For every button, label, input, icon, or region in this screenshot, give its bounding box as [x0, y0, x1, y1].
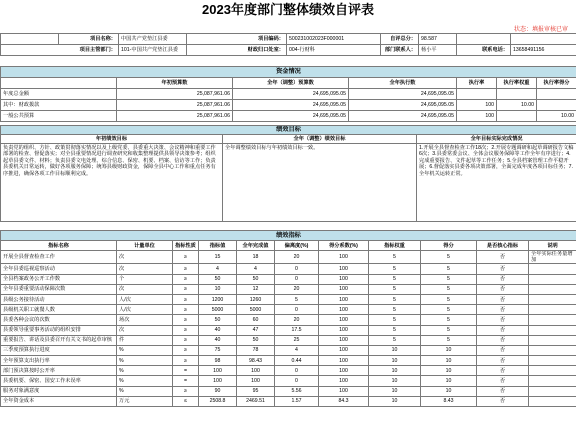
indicator-nature-cell: ≥	[173, 274, 199, 284]
indicator-name-cell: 部门预决算按时公开率	[1, 366, 117, 376]
indicator-weight-cell: 5	[369, 305, 421, 315]
table-row	[1, 376, 576, 386]
indicator-unit-cell: 件	[117, 335, 173, 345]
finance-dept-label: 财政归口处室：	[187, 45, 287, 56]
indicator-name-cell: 县委机要、保密、国安工作未误率	[1, 376, 117, 386]
indicator-weight-cell: 5	[369, 315, 421, 325]
indicator-core-cell: 否	[477, 366, 529, 376]
indicator-core-cell: 否	[477, 325, 529, 335]
indicator-note-cell: 全年实际任务量增加	[529, 251, 576, 264]
indicator-target-cell: 75	[199, 345, 237, 355]
table-row	[1, 305, 576, 315]
indicator-header: 指标权重	[369, 241, 421, 251]
funds-cell: 25,087,961.06	[117, 89, 233, 100]
indicator-dev-cell: 5	[275, 294, 319, 304]
indicator-unit-cell: 个	[117, 274, 173, 284]
table-row	[1, 111, 576, 122]
indicator-weight-cell: 10	[369, 376, 421, 386]
indicator-note-cell	[529, 396, 576, 406]
phone-label: 联系电话：	[457, 45, 511, 56]
indicator-dev-cell: 0.44	[275, 356, 319, 366]
funds-cell: 24,695,095.05	[349, 89, 457, 100]
indicator-target-cell: 15	[199, 251, 237, 264]
phone-value: 13658491156	[511, 45, 576, 56]
indicator-weight-cell: 10	[369, 386, 421, 396]
indicator-weight-cell: 5	[369, 294, 421, 304]
indicator-core-cell: 否	[477, 264, 529, 274]
indicator-actual-cell: 1260	[237, 294, 275, 304]
dept-value: 101-中国共产党垫江县委	[119, 45, 187, 56]
indicator-coef-cell: 100	[319, 325, 369, 335]
indicator-weight-cell: 5	[369, 284, 421, 294]
indicator-core-cell: 否	[477, 315, 529, 325]
indicator-header: 得分	[421, 241, 477, 251]
indicator-core-cell: 否	[477, 305, 529, 315]
table-row	[1, 294, 576, 304]
funds-row-label: 年度总金额	[1, 89, 117, 100]
indicator-weight-cell: 5	[369, 274, 421, 284]
indicator-core-cell: 否	[477, 294, 529, 304]
table-row	[1, 386, 576, 396]
indicator-weight-cell: 5	[369, 251, 421, 264]
table-row	[1, 366, 576, 376]
indicator-note-cell	[529, 335, 576, 345]
finance-dept-value: 004-行财科	[287, 45, 381, 56]
indicator-actual-cell: 50	[237, 335, 275, 345]
initial-goal-text: 负责党的组织、方针、政策贯彻落实情况以及上级党委、县委重大决策、会议精神和重要工作部署的检查、督促落实；对全县重要情况进行调查研究和收集整理提供县领导决策参考；组织起草县委文件、材料；负责县委文电处理、综合信息、保密、机要、档案、信访等工作；负责县委机关日常运转，做好各项服务保障；统筹县级财政资金，保障全县中心工作和重点任务有序推进，确保各项工作目标顺利完成。	[1, 144, 223, 222]
indicator-actual-cell: 50	[237, 274, 275, 284]
indicator-core-cell: 否	[477, 335, 529, 345]
table-row	[1, 274, 576, 284]
indicator-header: 是否核心指标	[477, 241, 529, 251]
project-code-label: 项目编码：	[187, 34, 287, 45]
indicator-coef-cell: 100	[319, 345, 369, 355]
indicator-target-cell: 1200	[199, 294, 237, 304]
indicator-core-cell: 否	[477, 356, 529, 366]
status-badge: 状态：填报审核已审	[513, 27, 568, 33]
indicator-name-cell: 全年资金成本	[1, 396, 117, 406]
indicator-actual-cell: 100	[237, 366, 275, 376]
indicator-name-cell: 全年县委巡视巡察活动	[1, 264, 117, 274]
funds-table	[0, 66, 576, 122]
indicator-score-cell: 10	[421, 386, 477, 396]
table-row	[1, 284, 576, 294]
indicator-weight-cell: 5	[369, 325, 421, 335]
project-name-label: 项目名称：	[59, 34, 119, 45]
project-name-value: 中国共产党垫江县委	[119, 34, 187, 45]
indicator-nature-cell: ≥	[173, 284, 199, 294]
indicator-nature-cell: ≥	[173, 251, 199, 264]
indicator-name-cell: 县级机关职工就餐人数	[1, 305, 117, 315]
indicator-nature-cell: ≥	[173, 386, 199, 396]
actual-goal-text: 1.开展全县督查检查工作18次；2.开展专题调研和起草调研报告文稿6次；3.县委常委会议、全体会议服务保障等工作全年有序进行；4.完成重要报告、文件起草等工作任务；5.全县档案管理工作平稳开展；6.督促落实县委各项决策部署，全面完成年度各项目标任务；7.全年机关运转正常。	[417, 144, 576, 222]
indicator-nature-cell: =	[173, 376, 199, 386]
table-row	[1, 396, 576, 406]
funds-cell: 24,695,095.05	[233, 111, 349, 122]
indicator-dev-cell: 20	[275, 284, 319, 294]
funds-header: 执行率	[457, 78, 497, 89]
indicator-name-cell: 服务对象满意度	[1, 386, 117, 396]
indicator-target-cell: 40	[199, 335, 237, 345]
indicator-nature-cell: ≥	[173, 335, 199, 345]
indicator-header: 指标值	[199, 241, 237, 251]
indicator-target-cell: 50	[199, 315, 237, 325]
indicator-score-cell: 8.43	[421, 396, 477, 406]
indicators-section-title: 绩效指标	[1, 231, 576, 241]
indicator-dev-cell: 0	[275, 366, 319, 376]
indicator-name-cell: 全年县委重要活动保障次数	[1, 284, 117, 294]
project-code-value: 500231002023F000001	[287, 34, 381, 45]
indicator-coef-cell: 100	[319, 335, 369, 345]
funds-cell: 25,087,961.06	[117, 111, 233, 122]
funds-cell	[497, 89, 537, 100]
indicator-actual-cell: 47	[237, 325, 275, 335]
indicator-nature-cell: ≥	[173, 315, 199, 325]
indicator-actual-cell: 78	[237, 345, 275, 355]
table-row	[1, 315, 576, 325]
table-row	[1, 251, 576, 264]
indicator-unit-cell: 次	[117, 284, 173, 294]
indicator-header: 偏离度(%)	[275, 241, 319, 251]
table-row	[1, 264, 576, 274]
indicator-rows	[1, 251, 576, 407]
indicator-score-cell: 10	[421, 356, 477, 366]
indicator-name-cell: 县委领导重要事务活动的组织安排	[1, 325, 117, 335]
funds-section-title: 资金情况	[1, 67, 576, 78]
indicator-name-cell: 全县档案政务公开工作数	[1, 274, 117, 284]
indicator-note-cell	[529, 274, 576, 284]
indicator-note-cell	[529, 366, 576, 376]
contact-label: 部门联系人：	[381, 45, 419, 56]
indicator-actual-cell: 100	[237, 376, 275, 386]
table-row	[1, 345, 576, 355]
indicator-coef-cell: 100	[319, 366, 369, 376]
indicator-unit-cell: 人/次	[117, 305, 173, 315]
indicator-weight-cell: 10	[369, 396, 421, 406]
indicator-dev-cell: 20	[275, 315, 319, 325]
funds-cell: 10.00	[537, 111, 576, 122]
indicator-score-cell: 5	[421, 284, 477, 294]
indicator-unit-cell: 次	[117, 251, 173, 264]
initial-goal-header: 年初绩效目标	[1, 135, 223, 144]
indicator-name-cell: 全年预算支出执行率	[1, 356, 117, 366]
indicator-target-cell: 50	[199, 274, 237, 284]
indicator-coef-cell: 100	[319, 305, 369, 315]
indicator-target-cell: 90	[199, 386, 237, 396]
funds-row-label: 其中：财政拨款	[1, 100, 117, 111]
indicator-unit-cell: %	[117, 386, 173, 396]
funds-cell	[537, 100, 576, 111]
indicator-actual-cell: 95	[237, 386, 275, 396]
indicator-target-cell: 40	[199, 325, 237, 335]
indicator-coef-cell: 100	[319, 315, 369, 325]
funds-cell	[497, 111, 537, 122]
indicator-score-cell: 10	[421, 366, 477, 376]
funds-header: 全年执行数	[349, 78, 457, 89]
indicator-note-cell	[529, 345, 576, 355]
indicator-core-cell: 否	[477, 376, 529, 386]
indicators-table	[0, 230, 576, 407]
indicator-unit-cell: %	[117, 366, 173, 376]
indicator-header: 得分系数(%)	[319, 241, 369, 251]
info-table	[0, 33, 576, 56]
indicator-coef-cell: 100	[319, 284, 369, 294]
indicator-core-cell: 否	[477, 251, 529, 264]
indicator-weight-cell: 10	[369, 366, 421, 376]
goals-section-title: 绩效目标	[1, 126, 576, 135]
indicator-dev-cell: 0	[275, 376, 319, 386]
table-row	[1, 89, 576, 100]
indicator-nature-cell: ≥	[173, 325, 199, 335]
funds-cell: 24,695,095.05	[233, 100, 349, 111]
indicator-nature-cell: ≥	[173, 345, 199, 355]
indicator-coef-cell: 100	[319, 356, 369, 366]
indicator-target-cell: 10	[199, 284, 237, 294]
indicator-unit-cell: 次	[117, 264, 173, 274]
indicator-core-cell: 否	[477, 274, 529, 284]
indicator-dev-cell: 17.5	[275, 325, 319, 335]
indicator-dev-cell: 25	[275, 335, 319, 345]
indicator-score-cell: 5	[421, 305, 477, 315]
indicator-unit-cell: %	[117, 376, 173, 386]
funds-cell: 24,695,095.05	[349, 111, 457, 122]
indicator-nature-cell: ≥	[173, 264, 199, 274]
indicator-nature-cell: ≥	[173, 305, 199, 315]
indicator-dev-cell: 20	[275, 251, 319, 264]
indicator-target-cell: 5000	[199, 305, 237, 315]
funds-header: 执行率得分	[537, 78, 576, 89]
indicator-nature-cell: =	[173, 366, 199, 376]
actual-goal-header: 全年目标实际完成情况	[417, 135, 576, 144]
indicator-dev-cell: 1.57	[275, 396, 319, 406]
indicator-score-cell: 5	[421, 315, 477, 325]
funds-header: 全年（调整）预算数	[233, 78, 349, 89]
indicator-score-cell: 10	[421, 376, 477, 386]
indicator-weight-cell: 10	[369, 345, 421, 355]
indicator-core-cell: 否	[477, 345, 529, 355]
table-row	[1, 335, 576, 345]
table-row	[1, 325, 576, 335]
indicator-core-cell: 否	[477, 284, 529, 294]
indicator-target-cell: 98	[199, 356, 237, 366]
indicator-header: 全年完成值	[237, 241, 275, 251]
contact-value: 杨小平	[419, 45, 457, 56]
table-row	[1, 356, 576, 366]
funds-cell: 10.00	[497, 100, 537, 111]
indicator-weight-cell: 10	[369, 356, 421, 366]
indicator-dev-cell: 4	[275, 345, 319, 355]
adjusted-goal-text: 全年调整绩效目标与年初绩效目标一致。	[223, 144, 417, 222]
indicator-nature-cell: ≥	[173, 356, 199, 366]
indicator-note-cell	[529, 356, 576, 366]
indicator-target-cell: 100	[199, 376, 237, 386]
dept-label: 项目主管部门：	[1, 45, 119, 56]
indicator-score-cell: 5	[421, 274, 477, 284]
indicator-note-cell	[529, 386, 576, 396]
indicator-weight-cell: 5	[369, 335, 421, 345]
indicator-coef-cell: 100	[319, 264, 369, 274]
indicator-coef-cell: 100	[319, 294, 369, 304]
indicator-score-cell: 5	[421, 294, 477, 304]
indicator-dev-cell: 5.56	[275, 386, 319, 396]
indicator-note-cell	[529, 325, 576, 335]
indicator-target-cell: 4	[199, 264, 237, 274]
indicator-name-cell: 重要报告、讲话及县委召开有关文书的起草审核	[1, 335, 117, 345]
indicator-score-cell: 5	[421, 325, 477, 335]
indicator-coef-cell: 84.3	[319, 396, 369, 406]
page-title: 2023年度部门整体绩效自评表	[202, 2, 374, 17]
indicator-note-cell	[529, 294, 576, 304]
indicator-header: 指标性质	[173, 241, 199, 251]
indicator-note-cell	[529, 264, 576, 274]
adjusted-goal-header: 全年（调整）绩效目标	[223, 135, 417, 144]
indicator-unit-cell: 次	[117, 325, 173, 335]
indicator-score-cell: 5	[421, 264, 477, 274]
funds-cell: 25,087,961.06	[117, 100, 233, 111]
indicator-actual-cell: 60	[237, 315, 275, 325]
indicator-note-cell	[529, 284, 576, 294]
indicator-note-cell	[529, 376, 576, 386]
funds-cell: 24,695,095.05	[349, 100, 457, 111]
funds-cell	[537, 89, 576, 100]
goals-table	[0, 125, 576, 222]
indicator-header: 说明	[529, 241, 576, 251]
funds-cell: 24,695,095.05	[233, 89, 349, 100]
indicator-note-cell	[529, 305, 576, 315]
indicator-nature-cell: ≤	[173, 396, 199, 406]
indicator-name-cell: 县级公务接待活动	[1, 294, 117, 304]
indicator-name-cell: 县委各种会议的次数	[1, 315, 117, 325]
self-score-label: 自评总分：	[381, 34, 419, 45]
indicator-name-cell: 三季度预算执行进度	[1, 345, 117, 355]
funds-header: 执行率权重	[497, 78, 537, 89]
indicator-note-cell	[529, 315, 576, 325]
table-row	[1, 100, 576, 111]
indicator-unit-cell: %	[117, 356, 173, 366]
indicator-unit-cell: 场次	[117, 315, 173, 325]
indicator-header: 计量单位	[117, 241, 173, 251]
indicator-actual-cell: 5000	[237, 305, 275, 315]
indicator-actual-cell: 98.43	[237, 356, 275, 366]
funds-cell	[457, 89, 497, 100]
indicator-coef-cell: 100	[319, 376, 369, 386]
indicator-actual-cell: 12	[237, 284, 275, 294]
indicator-coef-cell: 100	[319, 386, 369, 396]
indicator-score-cell: 5	[421, 251, 477, 264]
funds-cell: 100	[457, 100, 497, 111]
self-score-value: 98.587	[419, 34, 457, 45]
indicator-dev-cell: 0	[275, 264, 319, 274]
indicator-actual-cell: 4	[237, 264, 275, 274]
indicator-core-cell: 否	[477, 386, 529, 396]
indicator-score-cell: 5	[421, 335, 477, 345]
indicator-unit-cell: 人/次	[117, 294, 173, 304]
indicator-target-cell: 2508.8	[199, 396, 237, 406]
indicator-score-cell: 10	[421, 345, 477, 355]
indicator-coef-cell: 100	[319, 251, 369, 264]
indicator-dev-cell: 0	[275, 274, 319, 284]
indicator-target-cell: 100	[199, 366, 237, 376]
indicator-actual-cell: 18	[237, 251, 275, 264]
indicator-name-cell: 开展全县督查检查工作	[1, 251, 117, 264]
funds-cell: 100	[457, 111, 497, 122]
funds-row-label: 一般公共预算	[1, 111, 117, 122]
funds-header: 年初预算数	[117, 78, 233, 89]
indicator-nature-cell: ≥	[173, 294, 199, 304]
indicator-header: 指标名称	[1, 241, 117, 251]
indicator-actual-cell: 2469.51	[237, 396, 275, 406]
indicator-unit-cell: %	[117, 345, 173, 355]
indicator-coef-cell: 100	[319, 274, 369, 284]
indicator-unit-cell: 万元	[117, 396, 173, 406]
indicator-weight-cell: 5	[369, 264, 421, 274]
indicator-core-cell: 否	[477, 396, 529, 406]
indicator-dev-cell: 0	[275, 305, 319, 315]
